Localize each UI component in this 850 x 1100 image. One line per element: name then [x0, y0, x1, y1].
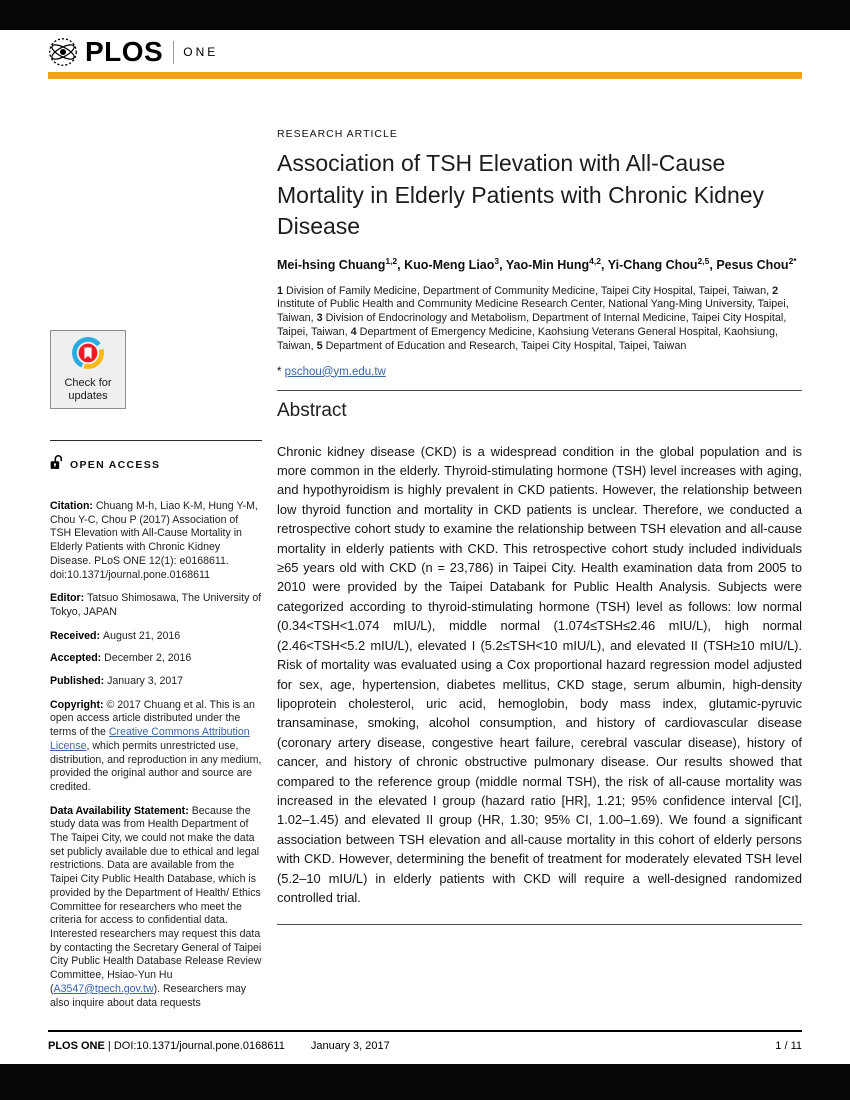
article-main-column	[277, 128, 802, 925]
footer-row	[48, 1040, 802, 1052]
badge-label	[54, 377, 122, 402]
author-name: Mei-hsing Chuang	[277, 257, 386, 272]
author-separator: ,	[601, 257, 608, 272]
affiliation-text: Department of Education and Research, Taipei City Hospital, Taipei, Taiwan	[322, 339, 687, 352]
corresponding-email-line	[277, 366, 802, 378]
data-availability-label: Data Availability Statement:	[50, 804, 192, 817]
author-separator: ,	[709, 257, 717, 272]
published-date: January 3, 2017	[107, 675, 184, 688]
logo-divider	[173, 41, 174, 64]
affiliation-number: 3	[316, 312, 323, 325]
editor-label: Editor:	[50, 592, 88, 605]
affiliation-text: Institute of Public Health and Community Medicine Research Center, National Yang-Ming University, Taipei, Taiwan,	[277, 298, 789, 325]
corresponding-email-link[interactable]: pschou@ym.edu.tw	[284, 365, 386, 378]
author-affiliation-sup: 1,2	[385, 255, 398, 266]
abstract-text: Chronic kidney disease (CKD) is a widespread condition in the global population and is more common in the elderly. Thyroid-stimulating hormone (TSH) level increases with aging, and hypothyroidism is highly prevalent in CKD patients. However, the relationship between low thyroid function and mortality in CKD patients is unclear. Therefore, we conducted a retrospective cohort study to examine the relationship between TSH elevation and all-cause mortality in elderly patients with CKD. This retrospective cohort study included individuals ≥65 years old with CKD (n = 23,786) in Taipei City. Health examination data from 2005 to 2010 were provided by the Taipei Databank for Public Health Analysis. Subjects were categorized according to thyroid-stimulating hormone (TSH) level as follows: low normal (0.34<TSH<1.074 mIU/L), middle normal (1.074≤TSH≤2.46 mIU/L), high normal (2.46<TSH<5.2 mIU/L), elevated I (5.2≤TSH<10 mIU/L), and elevated II (TSH≥10 mIU/L). Risk of mortality was evaluated using a Cox proportional hazard regression model adjusted for sex, age, hypertension, diabetes mellitus, CKD stage, serum albumin, high-density lipoprotein cholesterol, uric acid, hemoglobin, body mass index, glutamic-pyruvic transaminase, smoking, alcohol consumption, and history of cardiovascular disease (coronary artery disease, congestive heart failure, cerebral vascular disease), history of cancer, and history of chronic obstructive pulmonary disease. Our results showed that compared to the reference group (middle normal TSH), the risk of all-cause mortality was increased in the elevated I group (hazard ratio [HR], 1.21; 95% confidence interval [CI], 1.02–1.45) and elevated II group (HR, 1.30; 95% CI, 1.00–1.69). We found a significant association between TSH elevation and all-cause mortality in this cohort of elderly persons with CKD. However, determining the benefit of treatment for moderately elevated TSH level (5.2–10 mIU/L) in elderly patients with CKD will require a well-designed randomized controlled trial.	[277, 443, 802, 905]
author-name: Kuo-Meng Liao	[404, 257, 495, 272]
open-access-row	[50, 454, 262, 475]
copyright-text-post: , which permits unrestricted use, distribution, and reproduction in any medium, provided the original author and source are credited.	[50, 739, 262, 793]
accepted-label: Accepted:	[50, 652, 105, 665]
received-date: August 21, 2016	[103, 629, 181, 642]
author-name: Yao-Min Hung	[505, 257, 590, 272]
check-for-updates-badge[interactable]	[50, 330, 126, 409]
citation-text: Chuang M-h, Liao K-M, Hung Y-M, Chou Y-C, Chou P (2017) Association of TSH Elevation with All-Cause Mortality in Elderly Patients with Chronic Kidney Disease. PLoS ONE 12(1): e0168611. doi:10.1371/journal.pone.0168611	[50, 500, 258, 581]
open-access-label: OPEN ACCESS	[70, 458, 161, 471]
footer-citation	[48, 1040, 390, 1052]
footer-doi: | DOI:10.1371/journal.pone.0168611	[104, 1040, 285, 1052]
author	[716, 255, 797, 272]
author	[505, 255, 608, 272]
author-affiliation-sup: 2*	[788, 255, 797, 266]
accent-bar	[48, 72, 802, 79]
data-availability-text-post: ). Researchers may also inquire about data requests	[50, 982, 247, 1009]
accepted-paragraph	[50, 652, 262, 666]
affiliations	[277, 285, 802, 354]
sidebar	[50, 330, 262, 1020]
author-affiliation-sup: 3	[494, 255, 500, 266]
sidebar-divider	[50, 440, 262, 441]
affiliation-number: 1	[277, 284, 284, 297]
accepted-date: December 2, 2016	[104, 652, 192, 665]
affiliation-text: Division of Endocrinology and Metabolism, Department of Internal Medicine, Taipei City Hospital, Taipei, Taiwan,	[277, 312, 787, 339]
footer	[48, 1030, 802, 1052]
plos-wordmark: PLOS	[85, 36, 164, 67]
abstract-bottom-divider	[277, 924, 802, 925]
data-availability-paragraph	[50, 805, 262, 1011]
author	[404, 255, 506, 272]
author-affiliation-sup: 4,2	[589, 255, 601, 266]
abstract-top-divider	[277, 390, 802, 391]
author	[607, 255, 717, 272]
bottom-border-bar	[0, 1064, 850, 1100]
badge-label-line2: updates	[68, 389, 108, 402]
affiliation-number: 4	[350, 326, 357, 339]
cc-license-link[interactable]: Creative Commons Attribution License	[50, 726, 250, 752]
author-name: Yi-Chang Chou	[607, 257, 698, 272]
editor-paragraph	[50, 592, 262, 619]
plos-globe-icon	[48, 37, 78, 67]
author-separator: ,	[397, 257, 405, 272]
author-name: Pesus Chou	[716, 257, 789, 272]
footer-divider	[48, 1030, 802, 1032]
affiliation-number: 2	[772, 284, 779, 297]
author	[277, 255, 405, 272]
received-paragraph	[50, 630, 262, 644]
affiliation-text: Division of Family Medicine, Department of Community Medicine, Taipei City Hospital, Taipei, Taiwan,	[283, 284, 773, 297]
affiliation-number: 5	[316, 339, 323, 352]
corresponding-star: *	[277, 365, 285, 378]
data-contact-email-link[interactable]: A3547@tpech.gov.tw	[53, 982, 154, 995]
abstract-heading: Abstract	[277, 399, 347, 421]
footer-journal-name: PLOS ONE	[48, 1040, 105, 1052]
article-title: Association of TSH Elevation with All-Cause Mortality in Elderly Patients with Chronic Kidney Disease	[277, 150, 765, 239]
footer-date: January 3, 2017	[310, 1040, 390, 1052]
copyright-label: Copyright:	[50, 698, 107, 711]
copyright-paragraph	[50, 699, 262, 795]
article-type-label: RESEARCH ARTICLE	[277, 128, 398, 140]
published-label: Published:	[50, 675, 108, 688]
editor-text: Tatsuo Shimosawa, The University of Tokyo, JAPAN	[50, 592, 262, 618]
authors-line	[277, 256, 802, 272]
received-label: Received:	[50, 629, 103, 642]
journal-name: ONE	[183, 45, 219, 59]
page-number: 1 / 11	[775, 1040, 802, 1052]
journal-masthead	[48, 36, 218, 68]
data-availability-text-pre: Because the study data was from Health Department of The Taipei City, we could not make the data set publicly available due to ethical and legal restrictions. Data are available from the Taipei City Public Health Database, which is provided by the Department of Health/ Ethics Committee for researchers who meet the criteria for access to confidential data. Interested researchers may request this data by contacting the Secretary General of Taipei City Public Health Database Release Review Committee, Hsiao-Yun Hu (	[50, 804, 262, 995]
open-lock-icon	[50, 454, 63, 475]
copyright-text-pre: © 2017 Chuang et al. This is an open access article distributed under the terms of the	[50, 698, 255, 739]
published-paragraph	[50, 675, 262, 689]
citation-paragraph	[50, 500, 262, 582]
crossmark-icon	[71, 357, 105, 374]
author-affiliation-sup: 2,5	[697, 255, 710, 266]
author-separator: ,	[499, 257, 506, 272]
affiliation-text: Department of Emergency Medicine, Kaohsiung Veterans General Hospital, Kaohsiung, Taiwan,	[277, 326, 778, 352]
badge-label-line1: Check for	[64, 377, 112, 389]
citation-label: Citation:	[50, 500, 96, 512]
top-border-bar	[0, 0, 850, 30]
